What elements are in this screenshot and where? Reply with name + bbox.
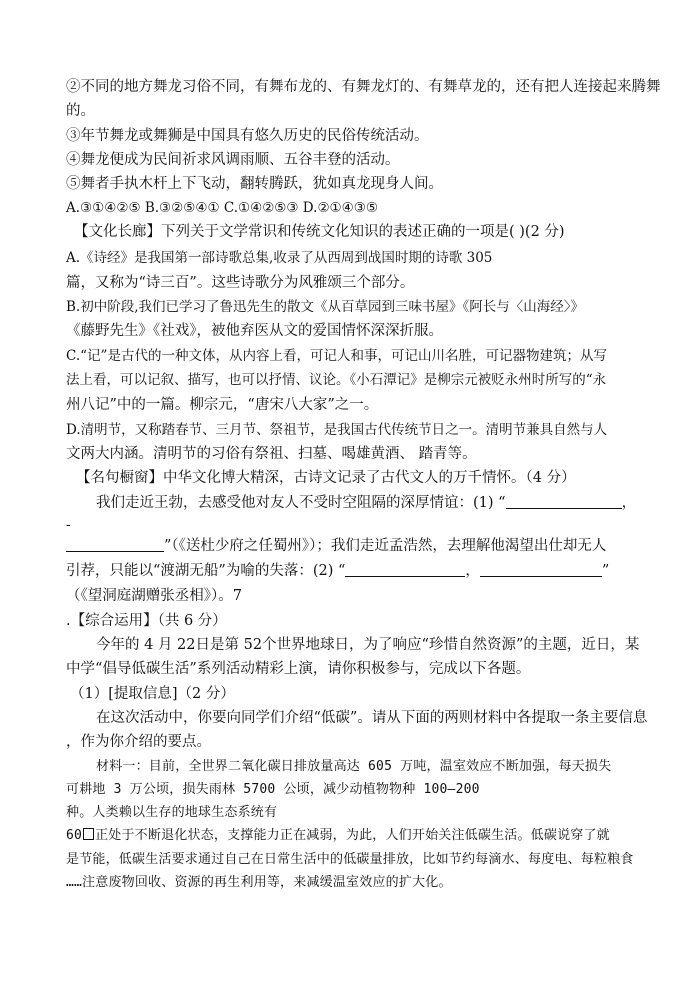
material-line: ……注意废物回收、资源的再生利用等，来减缓温室效应的扩大化。 (66, 875, 452, 890)
answer-blank[interactable] (480, 562, 602, 577)
text-fragment: ， (621, 495, 637, 511)
text-line: 今年的 4 月 22日是第 52个世界地球日，为了响应“珍惜自然资源”的主题，近日，某 (96, 637, 640, 653)
text-line: 在这次活动中，你要向同学们介绍“低碳”。请从下面的两则材料中各提取一条主要信息 (96, 710, 648, 726)
text-line: 篇，又称为“诗三百”。这些诗歌分为风雅颂三个部分。 (66, 275, 415, 291)
option-b-line: B.初中阶段,我们已学习了鲁迅先生的散文《从百草园到三味书屋》《阿长与〈山海经〉》 (66, 299, 585, 315)
fill-blank-line (66, 562, 609, 580)
text-line: ，作为你介绍的要点。 (66, 734, 211, 750)
option-c-line: C.“记”是古代的一种文体，从内容上看，可记人和事，可记山川名胜，可记器物建筑；从写 (66, 348, 607, 364)
text-fragment: 60 (66, 828, 83, 843)
text-fragment: ”（《送杜少府之任蜀州》）；我们走近孟浩然，去理解他渴望出仕却无人 (164, 538, 607, 554)
text-fragment: 我们走近王勃，去感受他对友人不受时空阻隔的深厚情谊：(1) “ (96, 495, 506, 511)
answer-blank[interactable] (506, 494, 622, 509)
material-line: 材料一：目前，全世界二氧化碳日排放量高达 605 万吨，温室效应不断加强，每天损失 (96, 759, 612, 774)
text-fragment: ” (601, 563, 610, 579)
text-line: ④舞龙便成为民间祈求风调雨顺、五谷丰登的活动。 (66, 152, 400, 168)
text-line: 法上看，可以记叙、描写，也可以抒情、议论。《小石潭记》是柳宗元被贬永州时所写的“永 (66, 372, 607, 388)
text-line: 的。 (66, 103, 95, 119)
text-fragment: 正处于不断退化状态，支撑能力正在减弱，为此，人们开始关注低碳生活。低碳说穿了就 (95, 828, 610, 843)
option-a-line: A.《诗经》是我国第一部诗歌总集,收录了从西周到战国时期的诗歌 305 (66, 250, 493, 266)
text-line: ③年节舞龙或舞狮是中国具有悠久历史的民俗传统活动。 (66, 128, 429, 144)
text-line: 州八记”中的一篇。柳宗元，“唐宋八大家”之一。 (66, 397, 379, 413)
missing-glyph-box (83, 828, 94, 840)
answer-blank[interactable] (345, 562, 465, 577)
question-heading: 【名句橱窗】中华文化博大精深，古诗文记录了古代文人的万千情怀。（4 分） (76, 470, 576, 486)
sub-question-heading: （1）[提取信息]（2 分） (70, 686, 235, 702)
stray-mark: - (66, 517, 71, 533)
section-heading: .【综合运用】（共 6 分） (66, 613, 227, 629)
text-line: （《望洞庭湖赠张丞相》）。7 (66, 588, 242, 604)
text-line: 中学“倡导低碳生活”系列活动精彩上演，请你积极参与，完成以下各题。 (66, 661, 531, 677)
material-line: 可耕地 3 万公顷，损失雨林 5700 公顷，减少动植物物种 100—200 (66, 782, 480, 797)
answer-blank[interactable] (66, 537, 164, 552)
text-fragment: 引荐，只能以“渡湖无船”为喻的失落：(2) “ (66, 563, 346, 579)
text-line: 文两大内涵。清明节的习俗有祭祖、扫墓、喝雄黄酒、 踏青等。 (66, 446, 477, 462)
material-line: 是节能，低碳生活要求通过自己在日常生活中的低碳量排放，比如节约每滴水、每度电、每粒粮食 (66, 852, 634, 867)
material-line (66, 827, 610, 845)
text-line: 《藤野先生》《社戏》，被他弃医从文的爱国情怀深深折服。 (66, 323, 443, 339)
option-d-line: D.清明节，又称踏春节、三月节、祭祖节，是我国古代传统节日之一。清明节兼具自然与人 (66, 422, 608, 438)
text-fragment: ， (465, 563, 480, 579)
question-heading: 【文化长廊】下列关于文学常识和传统文化知识的表述正确的一项是( )(2 分) (74, 224, 565, 240)
answer-options: A.③①④②⑤ B.③②⑤④① C.①④②⑤③ D.②①④③⑤ (66, 200, 378, 216)
text-line: ⑤舞者手执木杆上下飞动，翻转腾跃，犹如真龙现身人间。 (66, 176, 443, 192)
fill-blank-line (66, 537, 606, 555)
material-line: 种。人类赖以生存的地球生态系统有 (66, 805, 278, 820)
text-line: ②不同的地方舞龙习俗不同，有舞布龙的、有舞龙灯的、有舞草龙的，还有把人连接起来腾舞 (66, 79, 661, 95)
fill-blank-line (96, 494, 636, 512)
